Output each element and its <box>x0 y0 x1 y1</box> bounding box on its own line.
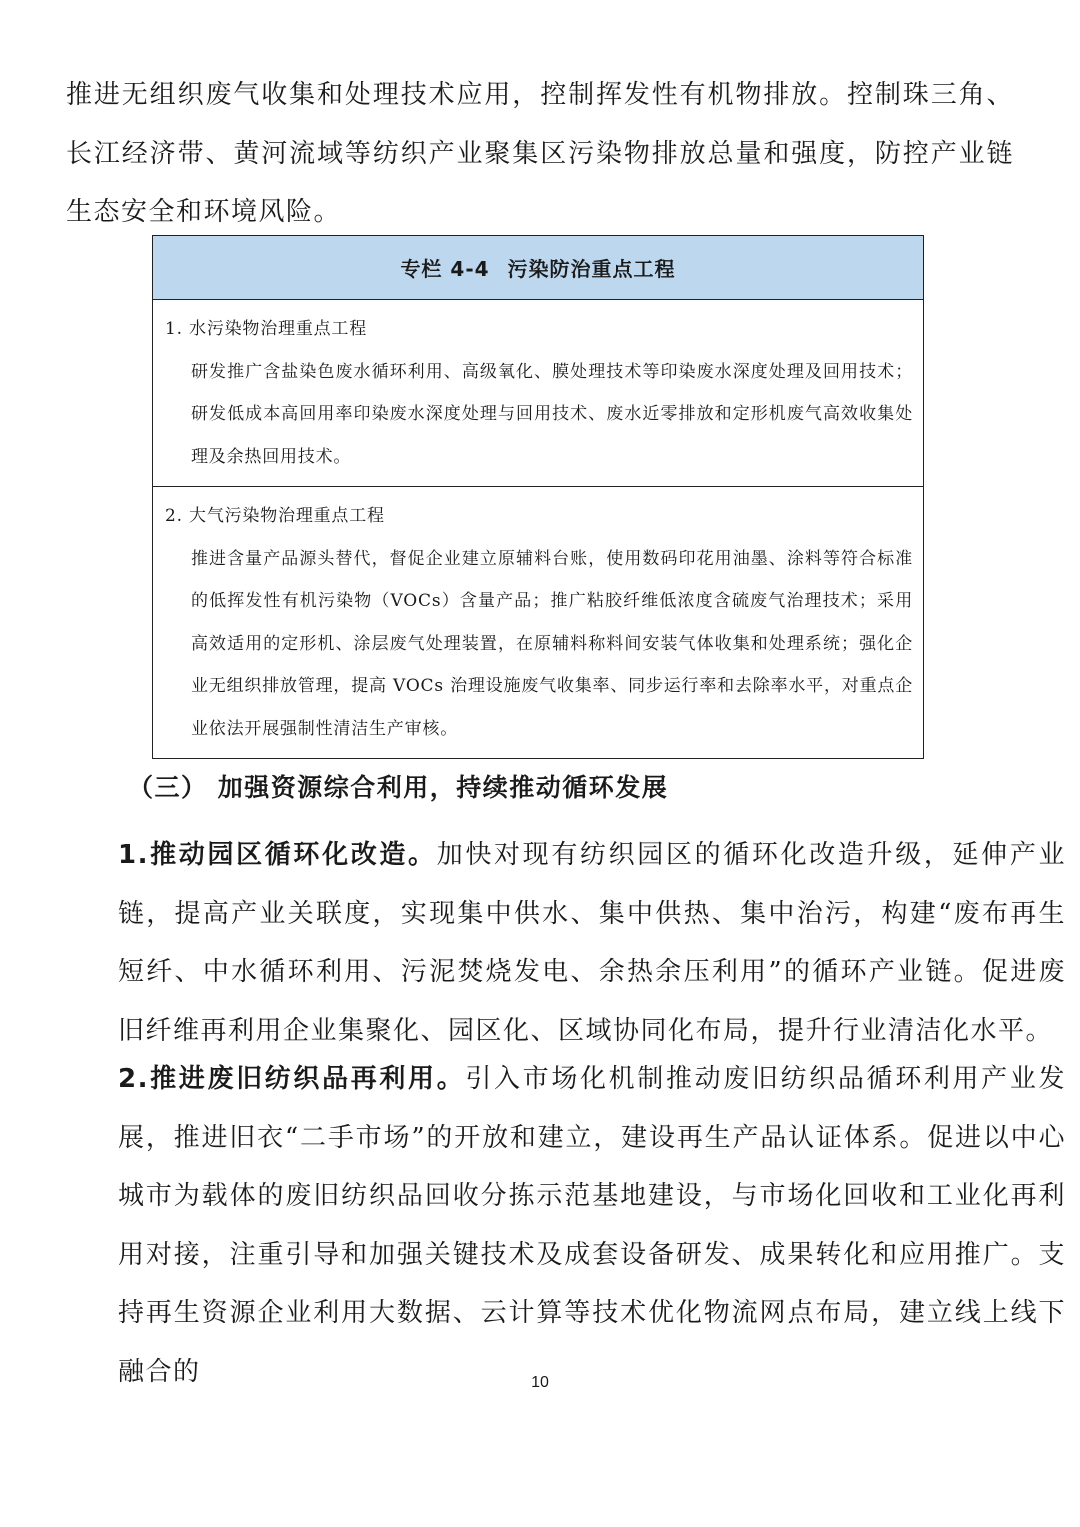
feature-box <box>152 235 924 759</box>
feature-item-title: 2. 大气污染物治理重点工程 <box>165 506 385 526</box>
paragraph-lead: 1.推动园区循环化改造。 <box>118 840 437 870</box>
feature-box-item <box>153 486 923 758</box>
body-paragraph <box>66 1050 1066 1401</box>
feature-box-item <box>153 300 923 486</box>
intro-paragraph: 推进无组织废气收集和处理技术应用，控制挥发性有机物排放。控制珠三角、长江经济带、黄河流域等纺织产业聚集区污染物排放总量和强度，防控产业链生态安全和环境风险。 <box>66 80 1014 227</box>
page-number: 10 <box>531 1374 549 1391</box>
paragraph-text: 引入市场化机制推动废旧纺织品循环利用产业发展，推进旧衣“二手市场”的开放和建立，建设再生产品认证体系。促进以中心城市为载体的废旧纺织品回收分拣示范基地建设，与市场化回收和工业化再利用对接，注重引导和加强关键技术及成套设备研发、成果转化和应用推广。支持再生资源企业利用大数据、云计算等技术优化物流网点布局，建立线上线下融合的 <box>118 1064 1066 1387</box>
section-heading: （三） 加强资源综合利用，持续推动循环发展 <box>128 773 669 802</box>
paragraph-text: 加快对现有纺织园区的循环化改造升级，延伸产业链，提高产业关联度，实现集中供水、集中供热、集中治污，构建“废布再生短纤、中水循环利用、污泥焚烧发电、余热余压利用”的循环产业链。促进废旧纤维再利用企业集聚化、园区化、区域协同化布局，提升行业清洁化水平。 <box>118 840 1066 1046</box>
feature-box-label: 专栏 4-4 <box>400 257 490 281</box>
paragraph-lead: 2.推进废旧纺织品再利用。 <box>118 1064 466 1094</box>
body-paragraph <box>66 826 1066 1060</box>
feature-box-header <box>153 236 923 300</box>
feature-box-title: 污染防治重点工程 <box>507 257 676 281</box>
feature-item-title: 1. 水污染物治理重点工程 <box>165 319 368 339</box>
feature-item-body: 研发推广含盐染色废水循环利用、高级氧化、膜处理技术等印染废水深度处理及回用技术；研发低成本高回用率印染废水深度处理与回用技术、废水近零排放和定形机废气高效收集处理及余热回用技术。 <box>191 361 913 467</box>
feature-item-body: 推进含量产品源头替代，督促企业建立原辅料台账，使用数码印花用油墨、涂料等符合标准的低挥发性有机污染物（VOCs）含量产品；推广粘胶纤维低浓度含硫废气治理技术；采用高效适用的定形机、涂层废气处理装置，在原辅料称料间安装气体收集和处理系统；强化企业无组织排放管理，提高 VOCs 治理设施废气收集率、同步运行率和去除率水平，对重点企业依法开展强制性清洁生产审核。 <box>191 548 913 739</box>
